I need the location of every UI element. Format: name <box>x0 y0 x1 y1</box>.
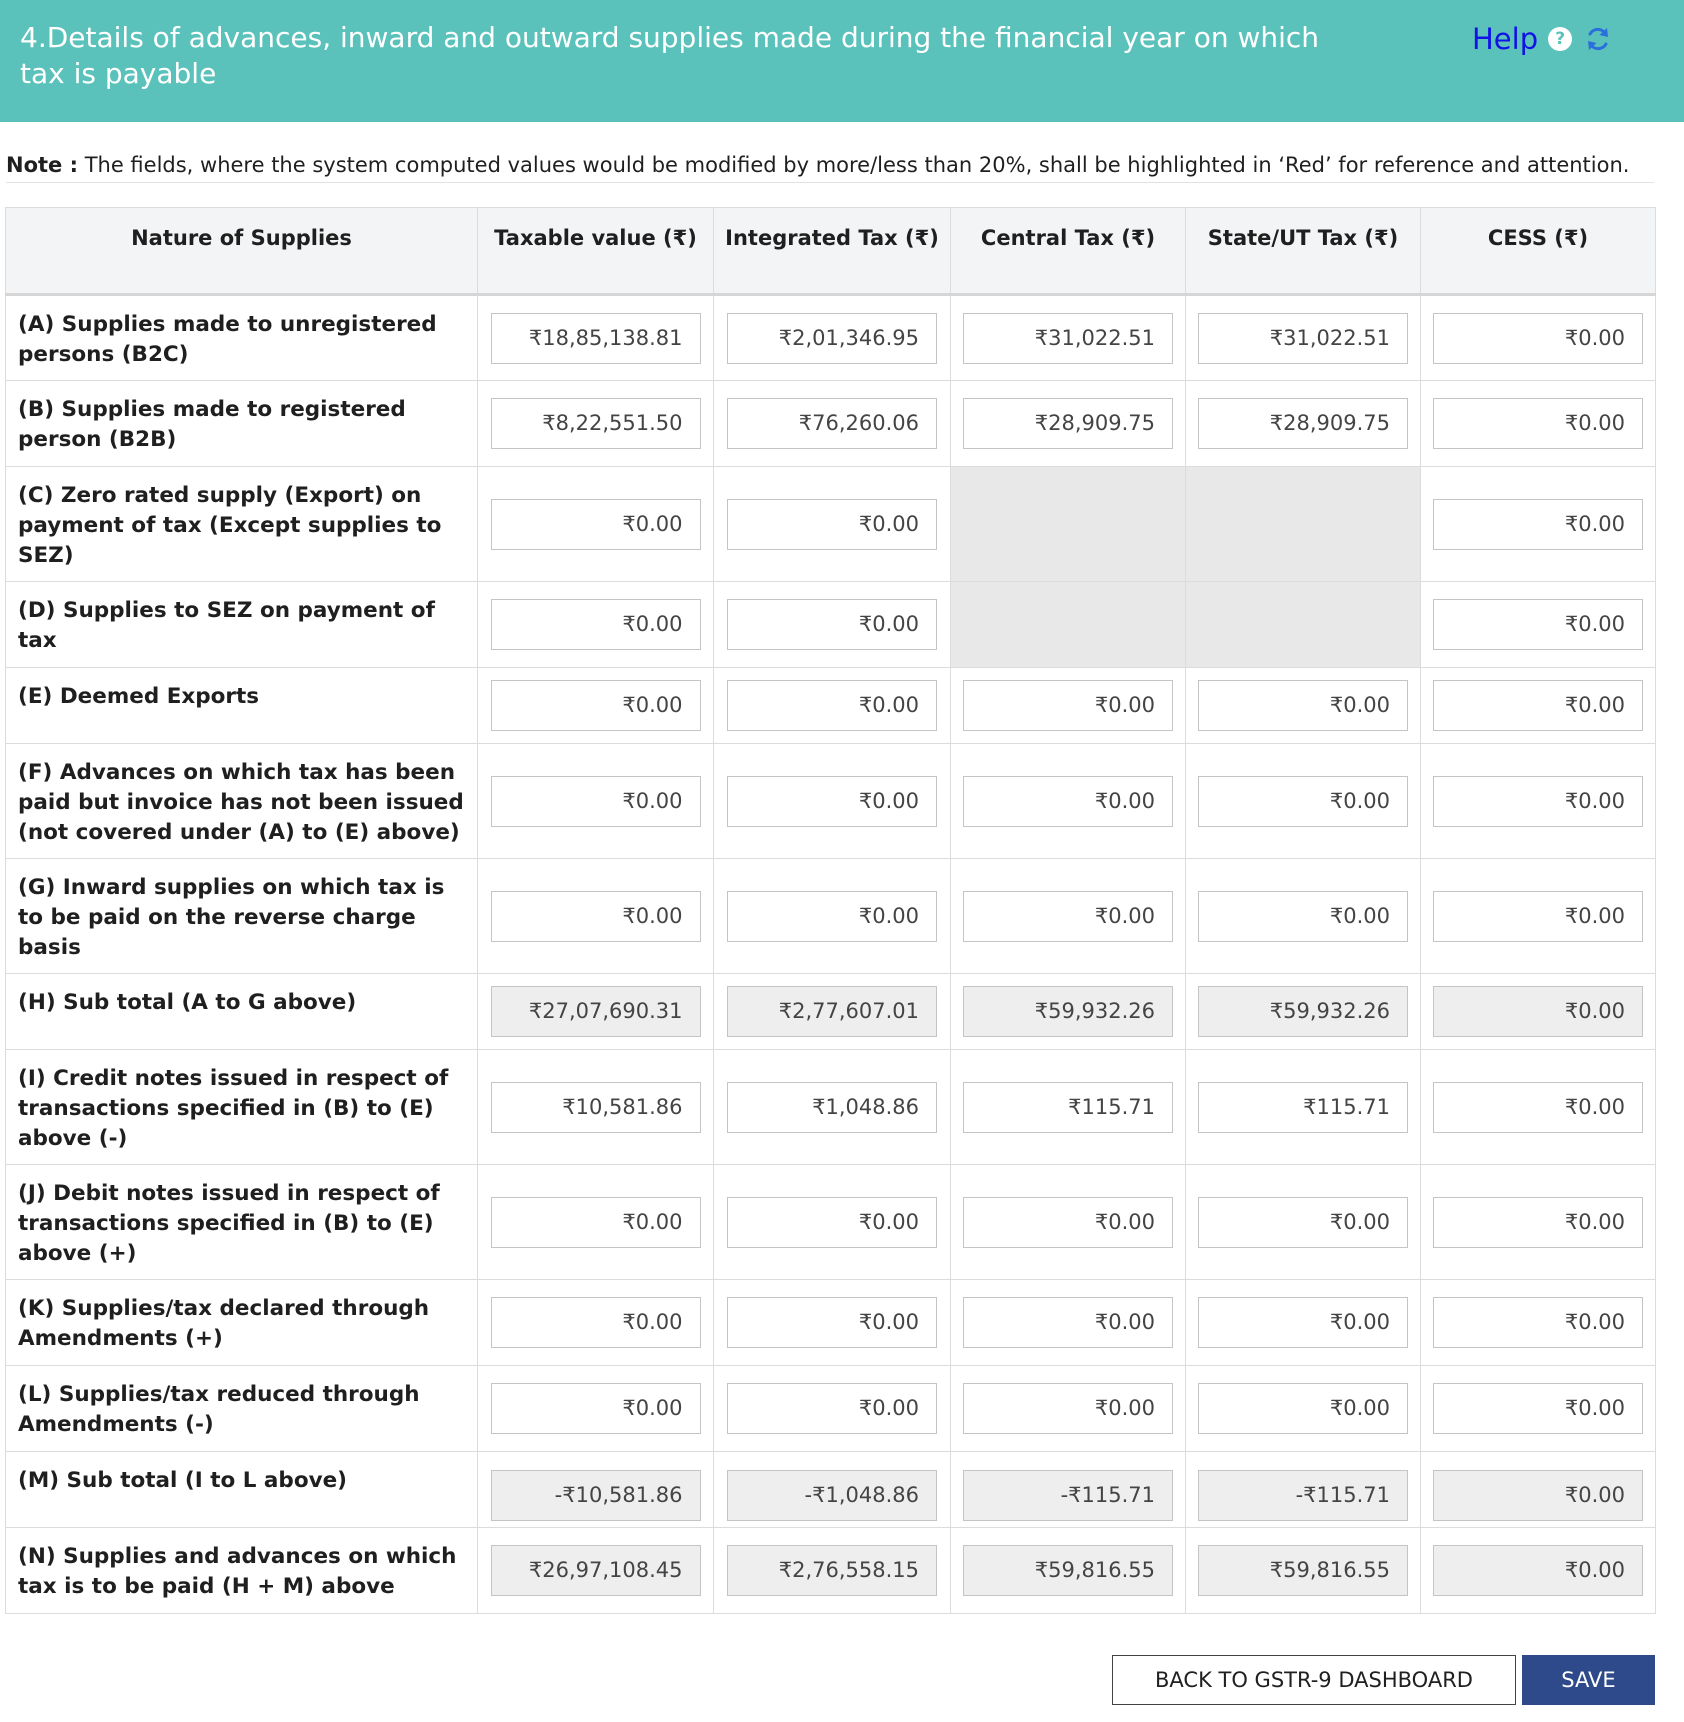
note <box>6 152 1654 183</box>
row-label: (A) Supplies made to unregistered persons (B2C) <box>6 295 478 381</box>
cess-field[interactable]: ₹0.00 <box>1433 313 1643 364</box>
table-row <box>6 1452 1656 1528</box>
disabled-cell <box>1186 582 1421 668</box>
table-row <box>6 381 1656 467</box>
cess-field[interactable]: ₹0.00 <box>1433 599 1643 650</box>
central-tax-field[interactable]: ₹28,909.75 <box>963 398 1173 449</box>
state-ut-tax-field[interactable]: ₹0.00 <box>1198 1383 1408 1434</box>
row-label: (I) Credit notes issued in respect of transactions specified in (B) to (E) above (-) <box>6 1050 478 1165</box>
central-tax-field[interactable]: ₹31,022.51 <box>963 313 1173 364</box>
cess-readonly: ₹0.00 <box>1433 986 1643 1037</box>
integrated-tax-readonly: ₹2,77,607.01 <box>727 986 937 1037</box>
cess-field[interactable]: ₹0.00 <box>1433 891 1643 942</box>
table-row <box>6 1050 1656 1165</box>
table-header-row <box>6 208 1656 295</box>
cess-field[interactable]: ₹0.00 <box>1433 776 1643 827</box>
cess-field[interactable]: ₹0.00 <box>1433 1383 1643 1434</box>
integrated-tax-field[interactable]: ₹0.00 <box>727 599 937 650</box>
refresh-icon[interactable] <box>1584 25 1612 53</box>
taxable-value-readonly: ₹27,07,690.31 <box>491 986 701 1037</box>
state-ut-tax-field[interactable]: ₹31,022.51 <box>1198 313 1408 364</box>
taxable-value-field[interactable]: ₹0.00 <box>491 680 701 731</box>
taxable-value-field[interactable]: ₹0.00 <box>491 1197 701 1248</box>
central-tax-field[interactable]: ₹0.00 <box>963 680 1173 731</box>
back-to-dashboard-button[interactable]: BACK TO GSTR-9 DASHBOARD <box>1112 1655 1516 1705</box>
column-header: CESS (₹) <box>1421 208 1656 295</box>
disabled-cell <box>951 467 1186 582</box>
taxable-value-field[interactable]: ₹10,581.86 <box>491 1082 701 1133</box>
disabled-cell <box>1186 467 1421 582</box>
central-tax-field[interactable]: ₹0.00 <box>963 1297 1173 1348</box>
column-header: Integrated Tax (₹) <box>714 208 951 295</box>
state-ut-tax-readonly: -₹115.71 <box>1198 1470 1408 1521</box>
taxable-value-field[interactable]: ₹0.00 <box>491 1383 701 1434</box>
row-label: (B) Supplies made to registered person (B2B) <box>6 381 478 467</box>
note-text: The fields, where the system computed values would be modified by more/less than 20%, shall be highlighted in ‘Red’ for reference and attention. <box>84 153 1630 177</box>
column-header: Central Tax (₹) <box>951 208 1186 295</box>
table-row <box>6 467 1656 582</box>
row-label: (H) Sub total (A to G above) <box>6 974 478 1050</box>
integrated-tax-field[interactable]: ₹0.00 <box>727 776 937 827</box>
integrated-tax-field[interactable]: ₹0.00 <box>727 499 937 550</box>
integrated-tax-field[interactable]: ₹0.00 <box>727 891 937 942</box>
state-ut-tax-field[interactable]: ₹28,909.75 <box>1198 398 1408 449</box>
table-row <box>6 859 1656 974</box>
integrated-tax-readonly: ₹2,76,558.15 <box>727 1545 937 1596</box>
taxable-value-readonly: -₹10,581.86 <box>491 1470 701 1521</box>
row-label: (F) Advances on which tax has been paid but invoice has not been issued (not covered under (A) to (E) above) <box>6 744 478 859</box>
cess-field[interactable]: ₹0.00 <box>1433 499 1643 550</box>
table-row <box>6 582 1656 668</box>
integrated-tax-field[interactable]: ₹0.00 <box>727 1383 937 1434</box>
integrated-tax-field[interactable]: ₹76,260.06 <box>727 398 937 449</box>
integrated-tax-readonly: -₹1,048.86 <box>727 1470 937 1521</box>
cess-field[interactable]: ₹0.00 <box>1433 680 1643 731</box>
state-ut-tax-field[interactable]: ₹0.00 <box>1198 680 1408 731</box>
cess-field[interactable]: ₹0.00 <box>1433 1197 1643 1248</box>
central-tax-field[interactable]: ₹0.00 <box>963 776 1173 827</box>
column-header: Taxable value (₹) <box>478 208 714 295</box>
cess-field[interactable]: ₹0.00 <box>1433 1082 1643 1133</box>
cess-readonly: ₹0.00 <box>1433 1545 1643 1596</box>
central-tax-readonly: ₹59,932.26 <box>963 986 1173 1037</box>
state-ut-tax-field[interactable]: ₹0.00 <box>1198 1197 1408 1248</box>
table-row <box>6 1366 1656 1452</box>
table-row <box>6 744 1656 859</box>
save-button[interactable]: SAVE <box>1522 1655 1655 1705</box>
section-header <box>0 0 1684 122</box>
note-label: Note : <box>6 153 78 177</box>
table-row <box>6 1528 1656 1614</box>
state-ut-tax-field[interactable]: ₹0.00 <box>1198 1297 1408 1348</box>
taxable-value-field[interactable]: ₹18,85,138.81 <box>491 313 701 364</box>
taxable-value-field[interactable]: ₹0.00 <box>491 599 701 650</box>
integrated-tax-field[interactable]: ₹0.00 <box>727 1197 937 1248</box>
integrated-tax-field[interactable]: ₹2,01,346.95 <box>727 313 937 364</box>
table-row <box>6 668 1656 744</box>
table-row <box>6 1280 1656 1366</box>
state-ut-tax-readonly: ₹59,932.26 <box>1198 986 1408 1037</box>
row-label: (D) Supplies to SEZ on payment of tax <box>6 582 478 668</box>
central-tax-readonly: ₹59,816.55 <box>963 1545 1173 1596</box>
help-link[interactable]: Help <box>1472 22 1539 56</box>
row-label: (J) Debit notes issued in respect of transactions specified in (B) to (E) above (+) <box>6 1165 478 1280</box>
central-tax-field[interactable]: ₹0.00 <box>963 1197 1173 1248</box>
taxable-value-field[interactable]: ₹0.00 <box>491 1297 701 1348</box>
disabled-cell <box>951 582 1186 668</box>
header-tools <box>1472 22 1612 56</box>
taxable-value-field[interactable]: ₹0.00 <box>491 891 701 942</box>
cess-field[interactable]: ₹0.00 <box>1433 1297 1643 1348</box>
row-label: (C) Zero rated supply (Export) on payment of tax (Except supplies to SEZ) <box>6 467 478 582</box>
row-label: (L) Supplies/tax reduced through Amendments (-) <box>6 1366 478 1452</box>
state-ut-tax-field[interactable]: ₹115.71 <box>1198 1082 1408 1133</box>
taxable-value-field[interactable]: ₹0.00 <box>491 776 701 827</box>
row-label: (G) Inward supplies on which tax is to be paid on the reverse charge basis <box>6 859 478 974</box>
central-tax-field[interactable]: ₹115.71 <box>963 1082 1173 1133</box>
question-circle-icon[interactable]: ? <box>1548 27 1572 51</box>
cess-readonly: ₹0.00 <box>1433 1470 1643 1521</box>
table-row <box>6 974 1656 1050</box>
central-tax-field[interactable]: ₹0.00 <box>963 1383 1173 1434</box>
central-tax-field[interactable]: ₹0.00 <box>963 891 1173 942</box>
state-ut-tax-field[interactable]: ₹0.00 <box>1198 776 1408 827</box>
integrated-tax-field[interactable]: ₹0.00 <box>727 680 937 731</box>
integrated-tax-field[interactable]: ₹0.00 <box>727 1297 937 1348</box>
row-label: (N) Supplies and advances on which tax is to be paid (H + M) above <box>6 1528 478 1614</box>
cess-field[interactable]: ₹0.00 <box>1433 398 1643 449</box>
column-header: State/UT Tax (₹) <box>1186 208 1421 295</box>
integrated-tax-field[interactable]: ₹1,048.86 <box>727 1082 937 1133</box>
central-tax-readonly: -₹115.71 <box>963 1470 1173 1521</box>
table-row <box>6 1165 1656 1280</box>
state-ut-tax-readonly: ₹59,816.55 <box>1198 1545 1408 1596</box>
row-label: (K) Supplies/tax declared through Amendments (+) <box>6 1280 478 1366</box>
state-ut-tax-field[interactable]: ₹0.00 <box>1198 891 1408 942</box>
taxable-value-field[interactable]: ₹0.00 <box>491 499 701 550</box>
table-row <box>6 295 1656 381</box>
row-label: (E) Deemed Exports <box>6 668 478 744</box>
page-title: 4.Details of advances, inward and outward supplies made during the financial year on which tax is payable <box>20 21 1320 90</box>
column-header: Nature of Supplies <box>6 208 478 295</box>
supplies-table <box>5 207 1656 1614</box>
taxable-value-field[interactable]: ₹8,22,551.50 <box>491 398 701 449</box>
taxable-value-readonly: ₹26,97,108.45 <box>491 1545 701 1596</box>
row-label: (M) Sub total (I to L above) <box>6 1452 478 1528</box>
